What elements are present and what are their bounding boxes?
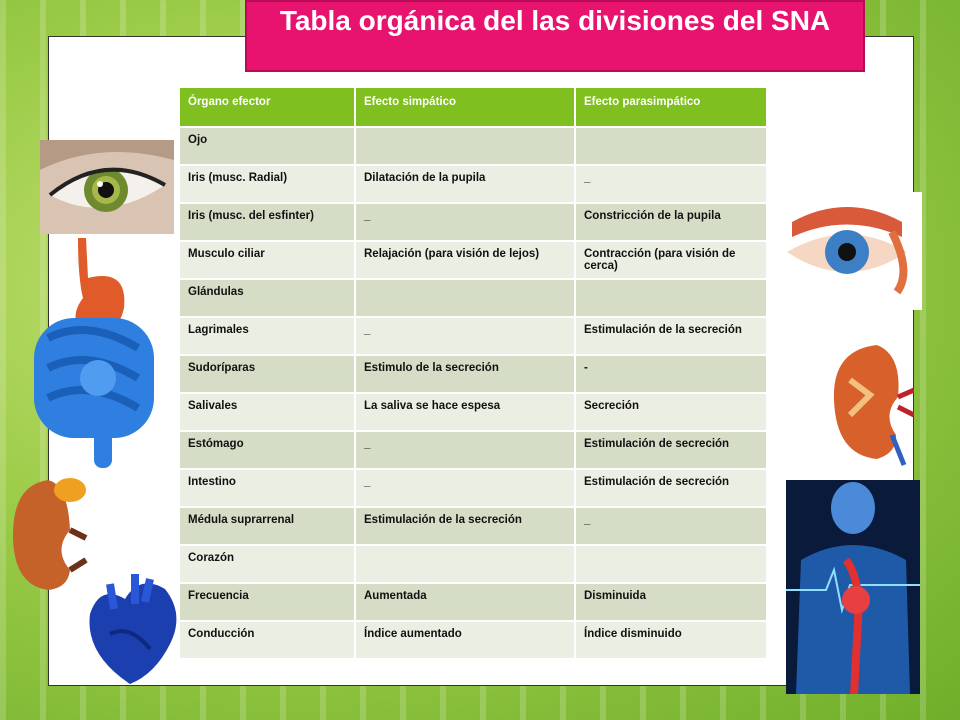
parasympathetic-cell: Constricción de la pupila [576,204,766,240]
sympathetic-cell: _ [356,318,574,354]
table-row [180,242,766,278]
sympathetic-cell [356,128,574,164]
parasympathetic-cell: Índice disminuido [576,622,766,658]
parasympathetic-cell: _ [576,508,766,544]
organ-cell: Frecuencia [180,584,354,620]
table-row [180,508,766,544]
organ-cell: Corazón [180,546,354,582]
parasympathetic-cell: Estimulación de la secreción [576,318,766,354]
table-row [180,546,766,582]
parasympathetic-cell [576,128,766,164]
sympathetic-cell: Índice aumentado [356,622,574,658]
table-row [180,166,766,202]
parasympathetic-cell: - [576,356,766,392]
table-row [180,394,766,430]
sympathetic-cell: Relajación (para visión de lejos) [356,242,574,278]
sna-table [178,86,768,660]
parasympathetic-cell: Estimulación de secreción [576,432,766,468]
column-header: Órgano efector [180,88,354,126]
sympathetic-cell: La saliva se hace espesa [356,394,574,430]
organ-cell: Estómago [180,432,354,468]
stomach-intestine-icon [28,238,158,470]
parasympathetic-cell: Disminuida [576,584,766,620]
organ-cell: Glándulas [180,280,354,316]
table-row [180,622,766,658]
sympathetic-cell: Estimulación de la secreción [356,508,574,544]
heart-icon [80,574,185,690]
table-row [180,470,766,506]
column-header: Efecto parasimpático [576,88,766,126]
table-row [180,584,766,620]
organ-cell: Lagrimales [180,318,354,354]
parasympathetic-cell: _ [576,166,766,202]
table-header-row [180,88,766,126]
sympathetic-cell [356,280,574,316]
organ-cell: Intestino [180,470,354,506]
table-row [180,280,766,316]
organ-cell: Salivales [180,394,354,430]
sympathetic-cell: _ [356,204,574,240]
organ-cell: Musculo ciliar [180,242,354,278]
sympathetic-cell: _ [356,432,574,468]
organ-cell: Iris (musc. del esfinter) [180,204,354,240]
parasympathetic-cell [576,280,766,316]
sympathetic-cell [356,546,574,582]
sympathetic-cell: Dilatación de la pupila [356,166,574,202]
sympathetic-cell: Estimulo de la secreción [356,356,574,392]
kidney-icon [8,470,88,600]
kidney-anatomy-icon [822,335,914,469]
body-heart-icon [786,480,920,694]
parasympathetic-cell: Contracción (para visión de cerca) [576,242,766,278]
table-row [180,432,766,468]
eye-icon [40,140,174,234]
sympathetic-cell: Aumentada [356,584,574,620]
parasympathetic-cell: Estimulación de secreción [576,470,766,506]
table-row [180,204,766,240]
parasympathetic-cell: Secreción [576,394,766,430]
slide-title: Tabla orgánica del las divisiones del SNA [245,0,865,72]
column-header: Efecto simpático [356,88,574,126]
organ-cell: Conducción [180,622,354,658]
table-row [180,128,766,164]
table-row [180,318,766,354]
organ-cell: Ojo [180,128,354,164]
eye-anatomy-icon [772,192,922,310]
organ-cell: Sudoríparas [180,356,354,392]
parasympathetic-cell [576,546,766,582]
sympathetic-cell: _ [356,470,574,506]
organ-cell: Iris (musc. Radial) [180,166,354,202]
organ-cell: Médula suprarrenal [180,508,354,544]
table-row [180,356,766,392]
